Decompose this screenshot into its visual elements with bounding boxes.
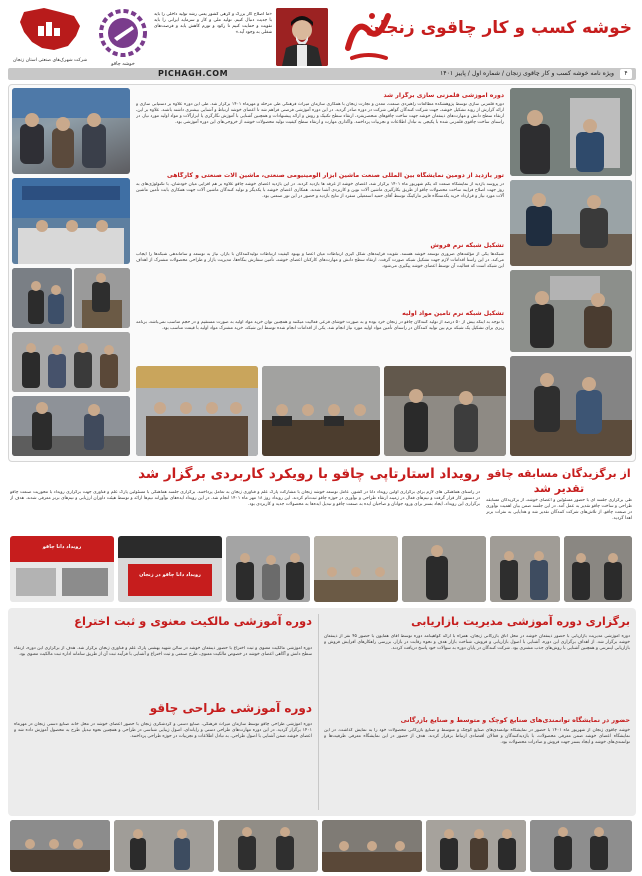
exhibition-photo-3	[12, 332, 130, 392]
cluster-logo	[96, 8, 150, 72]
startup-event-photo-3	[402, 536, 486, 602]
award-photo-1-graphic	[490, 536, 560, 602]
bottom-photo-2-graphic	[114, 820, 214, 872]
workshop-photo-2-graphic	[510, 180, 632, 266]
workshop-photo-4	[510, 356, 632, 456]
issue-bar	[8, 68, 636, 80]
bottom-photo-6-graphic	[530, 820, 632, 872]
bottom-photo-1	[10, 820, 110, 872]
workshop-photo-1	[510, 88, 632, 176]
meeting-photo-1	[136, 366, 258, 456]
page-number: ۴	[620, 69, 632, 79]
startup-body: در راستای هماهنگی های لازم برای برگزاری اولین رویداد دانا در کشور، عامل توسعه خوشه زنجان با مشارکت پارک علم و فناوری زنجان به تعامل پرداختند. برگزاری جلسه هماهنگی با مسئولین پارک علم و فناوری جهت برگزاری رویداد با محوریت صنعت چاقو در دستور کار قرار گرفت و تیم‌های فعال در زمینه ارتقاء طراحی و نوآوری در حوزه چاقو ثبت‌نام کردند. این رویداد روز ۱۸ مهر ماه ۱۴۰۱ انجام شد. در این رویداد ایده‌های نوآورانه تیم‌ها ارائه و توسط هیئت داوران ارزیابی و تیم‌های برتر معرفی شدند. هدف از برگزاری این رویداد، ایجاد بستر برای ورود جوانان و صاحبان ایده به صنعت چاقو و تبدیل ایده‌ها به محصولات جدید و کاربردی بود.	[10, 490, 480, 508]
industrial-towns-caption: شرکت شهرک‌های صنعتی استان زنجان	[12, 58, 88, 63]
meeting-photo-2-graphic	[262, 366, 380, 456]
article-3-body: شبکه‌ها یکی از مؤلفه‌های ضروری توسعه خوشه هستند. تقویت فرآیندهای شکل گیری ارتباطات میان اعضا و بهبود کیفیت ارتباطات تولیدکنندگان با بازار، نیاز به توسعه و ساماندهی شبکه‌ها را ایجاب می‌کند. در این راستا اقدامات لازم جهت تشکیل شبکه صورت گرفت. ارتقاء سطح دانش و مهارت‌های کارکنان اعضای خوشه، تأمین سفارش بنگاه‌ها، مدیریت بازار و طراحی محصولات مشترک از اهداف این شبکه است که فعالیت آن توسط اعضای خوشه پیگیری می‌شود.	[136, 252, 504, 270]
exhibition-photo-2-graphic	[74, 268, 130, 328]
award-photo-2	[564, 536, 632, 602]
article-2-body: در پروسه بازدید از نمایشگاه صنعت که یکم شهریور ماه ۱۴۰۱ برگزار شد، اعضای خوشه از غرفه ها بازدید کردند. در این بازدید اعضای خوشه چاقو علاوه بر هم افزایی میان خودشان، با تکنولوژی‌های به روز جهت اصلاح فرایند ساخت محصولات چاقو از طریق بکارگیری ماشین آلات نوین و کاربردی آشنا شدند. همکاری اعضای خوشه با یکدیگر و تولید کنندگان ماشین آلات جهت همکاری بابت تأمین ماشین آلات مورد نیاز و قرارداد خرید یکدستگاه فایبر مارکینگ توسط آقای حمید اسمعیلی منفرد از نتایج بازدید و حضور در این تور صنعتی بود.	[136, 182, 504, 200]
website-label[interactable]: PICHAGH.COM	[158, 69, 229, 78]
startup-event-photo-1	[226, 536, 310, 602]
training-photo-2	[12, 178, 130, 264]
issue-line: ویژه نامه خوشه کسب و کار چاقوی زنجان / شماره اول / پاییز ۱۴۰۱	[439, 70, 614, 77]
startup-event-photo-2	[314, 536, 398, 602]
startup-event-photo-2-graphic	[314, 536, 398, 602]
bottom-photo-5-graphic	[426, 820, 526, 872]
exhibition-photo-2	[74, 268, 130, 328]
leader-portrait-icon	[276, 8, 328, 66]
exhibition-photo-4-graphic	[12, 396, 130, 456]
bottom-photo-4	[322, 820, 422, 872]
marketing-course-title: برگزاری دوره آموزشی مدیریت بازاریابی	[411, 615, 630, 628]
article-4-title: تشکیل شبکه نرم تامین مواد اولیه	[402, 310, 504, 317]
training-photo-1	[12, 88, 130, 174]
bottom-photo-3-graphic	[218, 820, 318, 872]
meeting-photo-1-graphic	[136, 366, 258, 456]
masthead-title: خوشه کسب و کار چاقوی زنجان	[365, 18, 632, 38]
ip-course-title: دوره آموزشی مالکیت معنوی و ثبت اختراع	[74, 614, 312, 628]
bottom-photo-2	[114, 820, 214, 872]
article-3-title: تشکیل شبکه نرم فروش	[430, 242, 504, 249]
exhibition-photo-4	[12, 396, 130, 456]
marketing-course-body: دوره آموزشی مدیریت بازاریابی با حضور ذینفعان خوشه در محل اتاق بازرگانی زنجان، همراه با ارائه گواهینامه دوره توسط آقای همایون با حضور ۴۵ نفر از ذینفعان خوشه برگزار شد. از اهداف برگزاری این دوره، آشنایی با اصول بازاریابی و فروش، شناخت بازار هدف و نحوه رقابت در بازار، بررسی راهکارهای افزایش فروش و بازاریابی اینترنتی و همچنین آشنایی با روش‌های جذب مشتری بود. شرکت کنندگان در پایان دوره به سوالات خود پاسخ دریافت کردند.	[324, 634, 630, 652]
workshop-photo-3-graphic	[510, 270, 632, 352]
award-title: از برگزیدگان مسابقه چاقو تقدیر شد	[487, 467, 631, 495]
exhibition-photo-1	[12, 268, 72, 328]
leader-portrait	[276, 8, 328, 66]
meeting-photo-3-graphic	[384, 366, 506, 456]
industrial-towns-logo	[10, 6, 90, 76]
gear-logo-icon	[98, 8, 148, 58]
startup-title: رویداد استارتاپی چاقو با رویکرد کاربردی برگزار شد	[138, 466, 480, 482]
startup-banner-photo-2	[118, 536, 222, 602]
cluster-logo-caption: خوشه چاقو	[111, 61, 135, 67]
column-divider	[318, 614, 319, 810]
leader-quote: «ما اصلاح کار بزرگ و گرهی کشور یعنی رشد تولید داخلی را باید با جدیت دنبال کنیم. تولید ملی و کار و سرمایه ایرانی را باید تقویت و حمایت کنیم تا رکود و تورم کاهش یابد و فرصت‌های شغلی به وجود آید.»	[154, 12, 272, 35]
masthead-title-block	[332, 8, 632, 68]
meeting-photo-2	[262, 366, 380, 456]
workshop-photo-2	[510, 180, 632, 266]
bottom-photo-5	[426, 820, 526, 872]
training-photo-2-graphic	[12, 178, 130, 264]
workshop-photo-3	[510, 270, 632, 352]
article-1-title: دوره آموزشی قلمزنی سازی برگزار شد	[383, 92, 504, 99]
bottom-photo-1-graphic	[10, 820, 110, 872]
award-body: طی برگزاری جلسه ای با حضور مسئولین و اعضای خوشه، از برگزیدگان مسابقه طراحی و ساخت چاقو تقدیر به عمل آمد. در این جلسه ضمن بیان اهمیت نوآوری در صنعت چاقو، از تلاش‌های شرکت کنندگان تقدیر شد و هدایایی به نفرات برتر اهدا گردید.	[486, 498, 632, 522]
startup-banner-photo-2-graphic	[118, 536, 222, 602]
bottom-photo-3	[218, 820, 318, 872]
sme-exhibition-title: حضور در نمایشگاه توانمندی‌های صنایع کوچک و متوسط و صنایع بازرگانی	[400, 716, 630, 724]
iran-map-icon	[16, 6, 86, 54]
workshop-photo-1-graphic	[510, 88, 632, 176]
exhibition-photo-1-graphic	[12, 268, 72, 328]
article-4-body: با توجه به اینکه بیش از ۵۰ درصد از تولید کنندگان چاقو در زنجان خرد بوده و به صورت خوشای فرعی فعالیت میکنند و همچنین توان خرید مواد اولیه به صورت مستقیم و در حجم مناسب نمی‌باشد، برنامه ریزی برای تشکیل یک شبکه نرم بین تولید کنندگان در راستای تأمین مواد اولیه مورد نیاز انجام شد. یکی از اقدامات انجام شده توسط این شبکه، خرید مشترک مواد اولیه با قیمت مناسب بود.	[136, 320, 504, 332]
startup-banner-photo-1	[10, 536, 114, 602]
knife-design-body: دوره آموزشی طراحی چاقو توسط سازمان میراث فرهنگی، صنایع دستی و گردشگری زنجان با حضور اعضای خوشه در محل خانه صنایع دستی زنجان در مهرماه ۱۴۰۱ برگزار گردید. در این دوره مهارت‌های طراحی دستی و رایانه‌ای، اصول زیبایی شناسی در طراحی و همچنین نحوه تبدیل طرح به محصول آموزش داده شد و اعضای خوشه ضمن آشنایی با اصول طراحی، به تبادل اطلاعات و تجربیات در حوزه طراحی پرداختند.	[14, 722, 312, 740]
startup-event-photo-1-graphic	[226, 536, 310, 602]
workshop-photo-4-graphic	[510, 356, 632, 456]
meeting-photo-3	[384, 366, 506, 456]
article-1-body: دوره قلمزنی سازی توسط پژوهشکده مطالعات راهبردی صنعت، معدن و تجارت زنجان با همکاری سازمان میراث فرهنگی طی مرحله و مهرماه ۱۴۰۱ برگزار شد. طی این دوره علاوه بر دستیابی سازی و ارائه گزارش از روند تشکیل خوشه، جهت شرکت کنندگان گواهی شرکت در دوره صادر گردید. در این دوره آموزشی فرصتی فراهم شد تا اعضای خوشه ارتباط و آشنایی بیشتری داشته باشند. علاوه بر این، ارتقاء سطح دانش و مهارت‌های ذینفعان خوشه جهت ساخت چاقوهای منحصربفرد، ارتقاء سطح تکنیک و روش و ارائه پیشنهادات و همچنین آشنایی با آموزش نگارگری یا ابزارآلات و مواد اولیه مورد نیاز، در راستای ساخت چاقوی قلمزنی شده با پکیجی به تبادل اطلاعات و تجربیات پرداختند. واگذاری مهارت و ارتقاء سطح کیفیت تولید محصولات خوشه از خروجی‌های این دوره آموزشی بود.	[136, 102, 504, 126]
award-photo-1	[490, 536, 560, 602]
ip-course-body: دوره آموزشی مالکیت معنوی و ثبت اختراع با حضور ذینفعان خوشه در سالن شهید بهشتی پارک علم و فناوری زنجان برگزار شد. هدف از برگزاری این دوره، ارتقاء سطح دانش و آگاهی اعضای خوشه در خصوص مالکیت معنوی، طرح صنعتی و ثبت اختراع و آشنایی با فرآیند ثبت آن از طریق سامانه اداره ثبت مالکیت معنوی بود.	[14, 646, 312, 658]
knife-design-title: دوره آموزشی طراحی چاقو	[149, 701, 312, 715]
startup-event-photo-3-graphic	[402, 536, 486, 602]
article-2-title: تور بازدید از دومین نمایشگاه بین المللی صنعت ماشین ابزار آلومینیومی صنعتی، ماشین آلات صنعتی و کارگاهی	[166, 172, 504, 179]
startup-banner-caption-2: رویداد دانا چاقو در زنجان	[139, 572, 201, 578]
training-photo-1-graphic	[12, 88, 130, 174]
award-photo-2-graphic	[564, 536, 632, 602]
bottom-photo-6	[530, 820, 632, 872]
bottom-photo-4-graphic	[322, 820, 422, 872]
startup-banner-caption-1: رویداد دانا چاقو	[42, 544, 82, 550]
exhibition-photo-3-graphic	[12, 332, 130, 392]
sme-exhibition-body: خوشه چاقوی زنجان از شهریور ماه ۱۴۰۱ با حضور در نمایشگاه توانمندی‌های صنایع کوچک و متوسط و صنایع بازرگانی محصولات خود را به نمایش گذاشت. در این نمایشگاه اعضای خوشه ضمن معرفی محصولات، با بازدیدکنندگان و فعالان اقتصادی ارتباط برقرار کردند. هدف از حضور در این نمایشگاه معرفی ظرفیت‌ها و توانمندی‌های خوشه و ایجاد بستر جهت فروش و صادرات محصولات بود.	[324, 728, 630, 746]
